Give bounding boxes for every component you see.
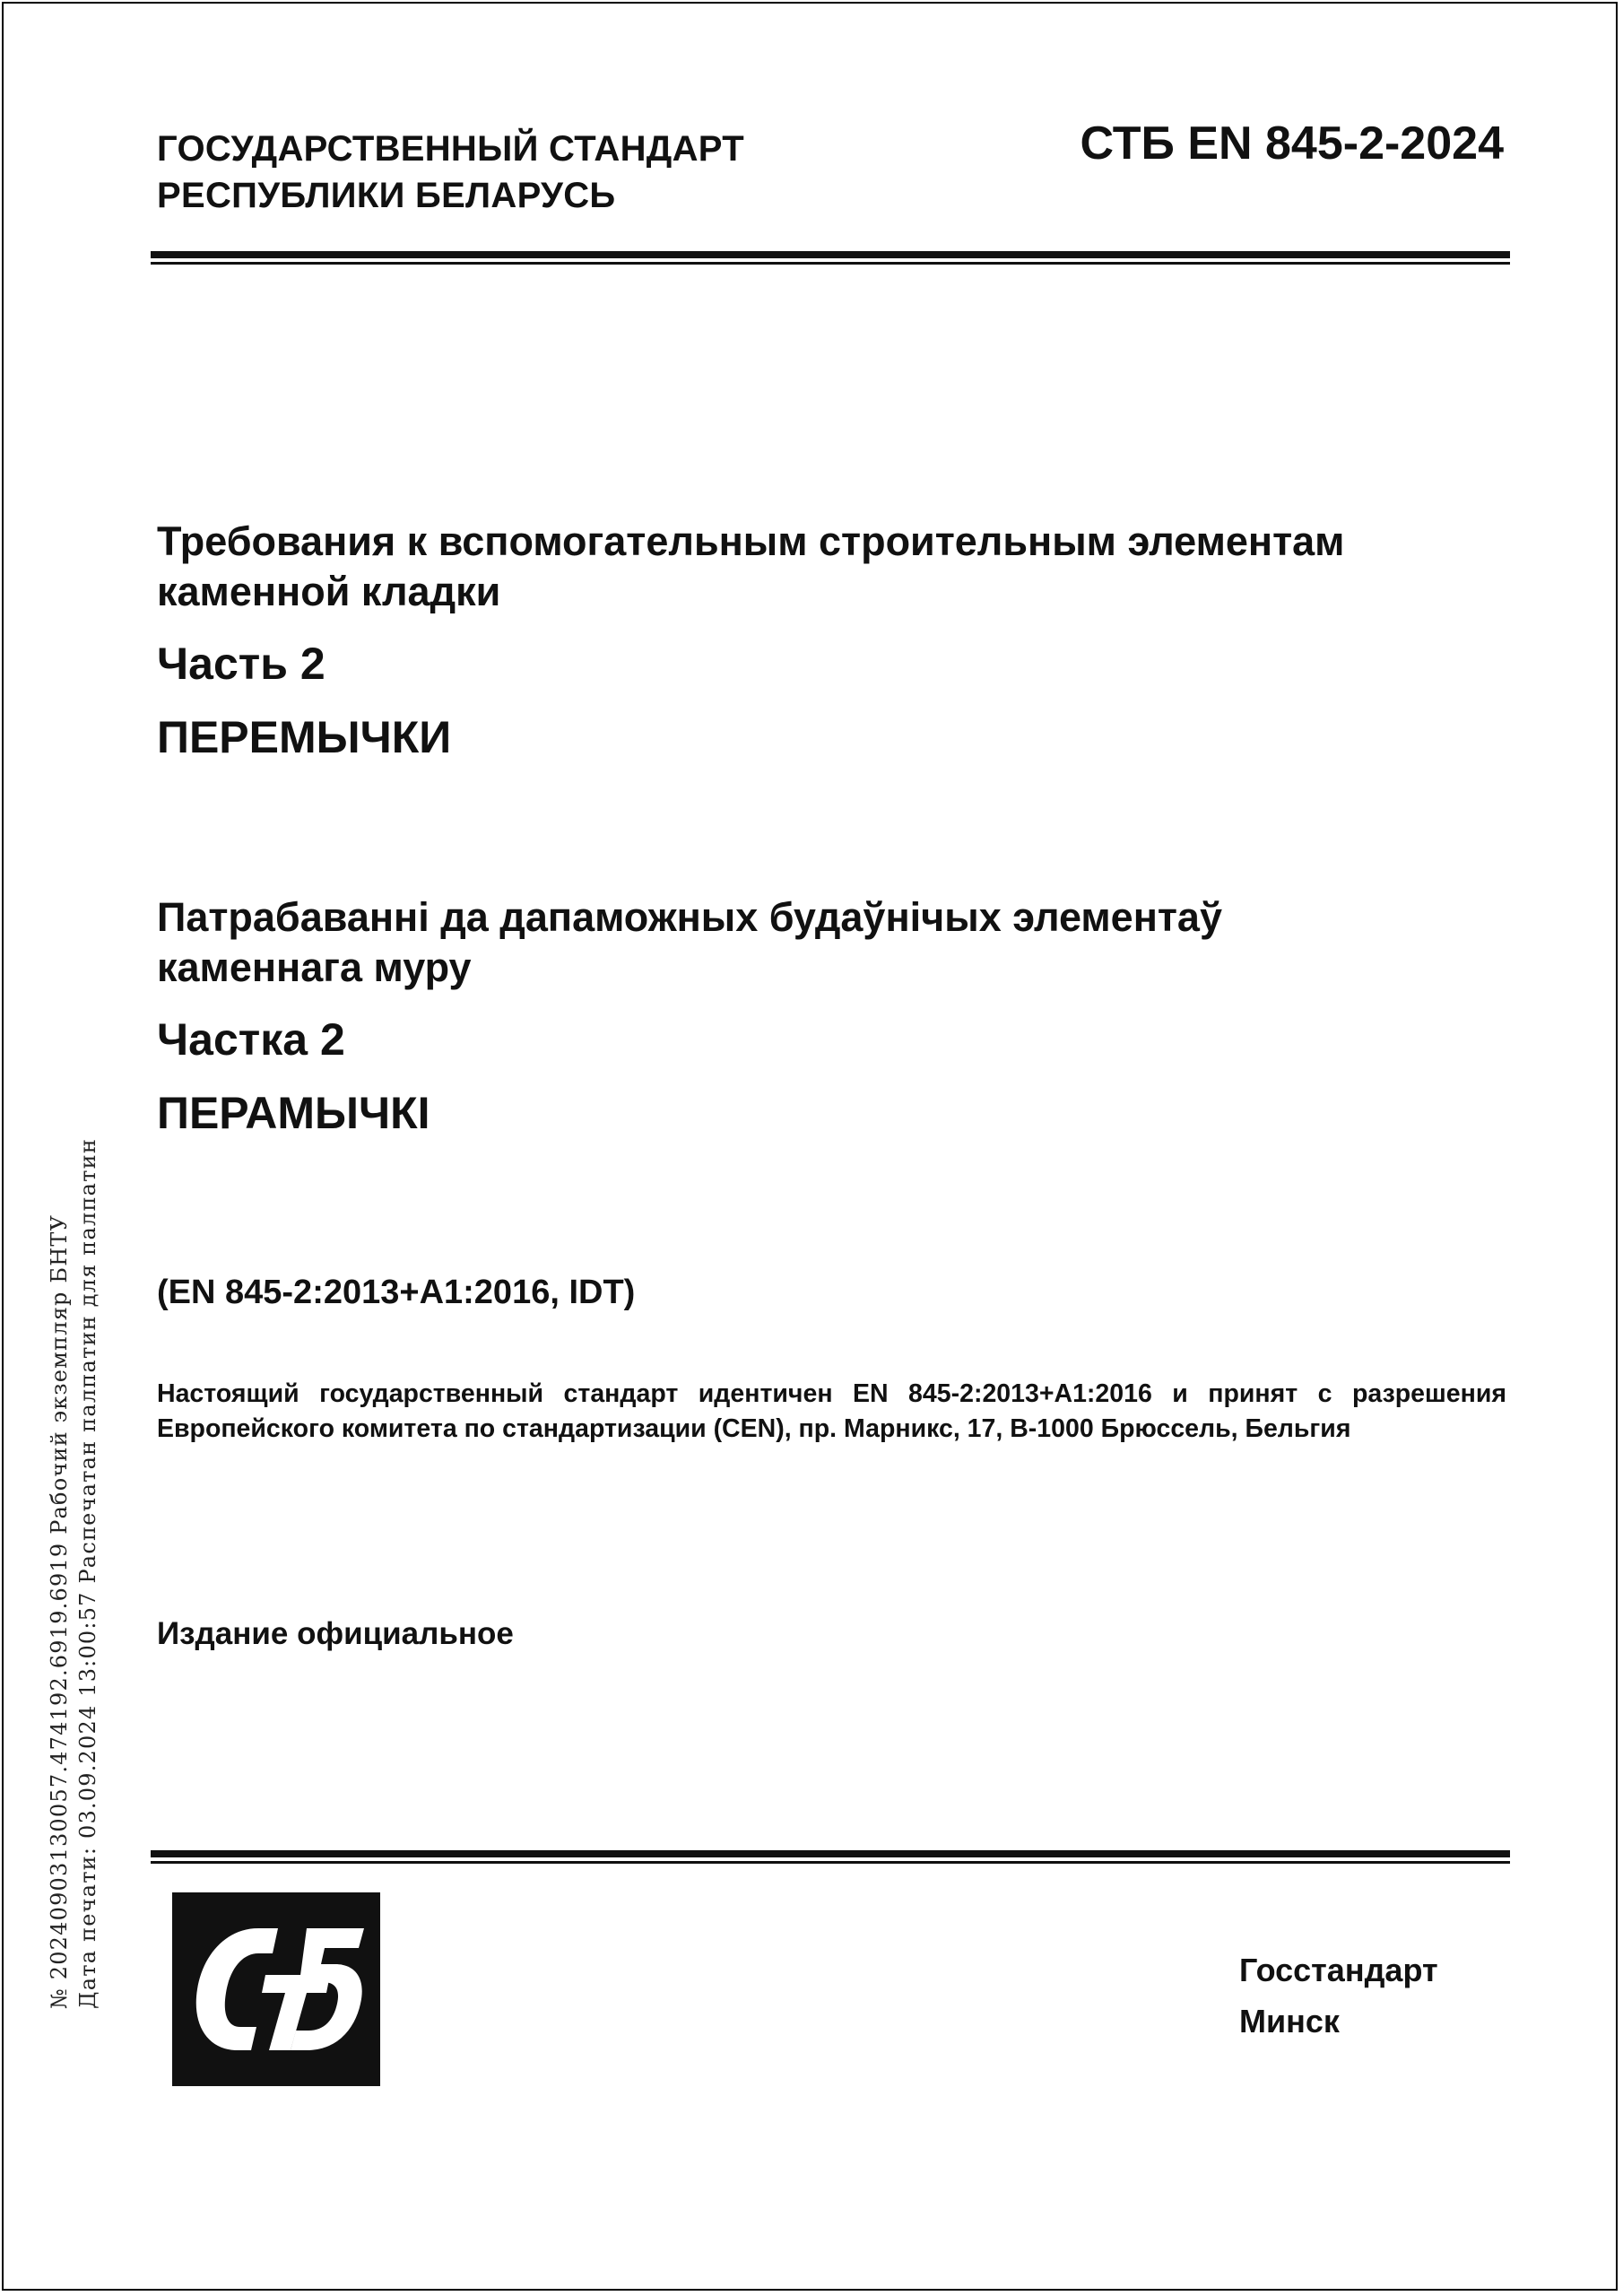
authority-line-2: РЕСПУБЛИКИ БЕЛАРУСЬ xyxy=(157,176,616,215)
belarusian-title-line-1: Патрабаванні да дапаможных будаўнічых элементаў xyxy=(157,894,1222,940)
edition-label: Издание официальное xyxy=(157,1616,514,1651)
belarusian-title-line-2: каменнага муру xyxy=(157,944,472,990)
stb-logo-icon xyxy=(172,1892,380,2086)
authority-line-1: ГОСУДАРСТВЕННЫЙ СТАНДАРТ xyxy=(157,129,744,169)
russian-part: Часть 2 xyxy=(157,639,325,689)
belarusian-subject: ПЕРАМЫЧКІ xyxy=(157,1088,430,1138)
publisher-city: Минск xyxy=(1239,2003,1340,2039)
russian-title-line-2: каменной кладки xyxy=(157,569,501,614)
russian-subject: ПЕРЕМЫЧКИ xyxy=(157,712,452,762)
belarusian-title-block xyxy=(157,892,1511,1140)
standard-designation: СТБ EN 845-2-2024 xyxy=(1080,117,1504,170)
russian-title xyxy=(157,517,1511,617)
publisher-block xyxy=(1239,1944,1438,2047)
standard-authority xyxy=(157,126,744,219)
bottom-double-rule xyxy=(151,1850,1510,1864)
russian-title-line-1: Требования к вспомогательным строительным элементам xyxy=(157,518,1345,564)
publisher-name: Госстандарт xyxy=(1239,1952,1438,1988)
adoption-note: Настоящий государственный стандарт идентичен EN 845-2:2013+A1:2016 и принят с разрешения Европейского комитета по стандартизации (CEN), пр. Марникс, 17, B-1000 Брюссель, Бельгия xyxy=(157,1379,1506,1443)
belarusian-part: Частка 2 xyxy=(157,1014,345,1065)
identity-statement: (EN 845-2:2013+A1:2016, IDT) xyxy=(157,1274,636,1311)
belarusian-title xyxy=(157,892,1511,993)
print-stamp-line-2: Дата печати: 03.09.2024 13:00:57 Распечатан палпатин для палпатин xyxy=(75,1137,100,2009)
print-stamp-line-1: № 20240903130057.474192.6919.6919 Рабочий экземпляр БНТУ xyxy=(47,1213,72,2009)
russian-title-block xyxy=(157,517,1511,764)
top-double-rule xyxy=(151,251,1510,265)
print-stamp xyxy=(45,1138,102,2009)
